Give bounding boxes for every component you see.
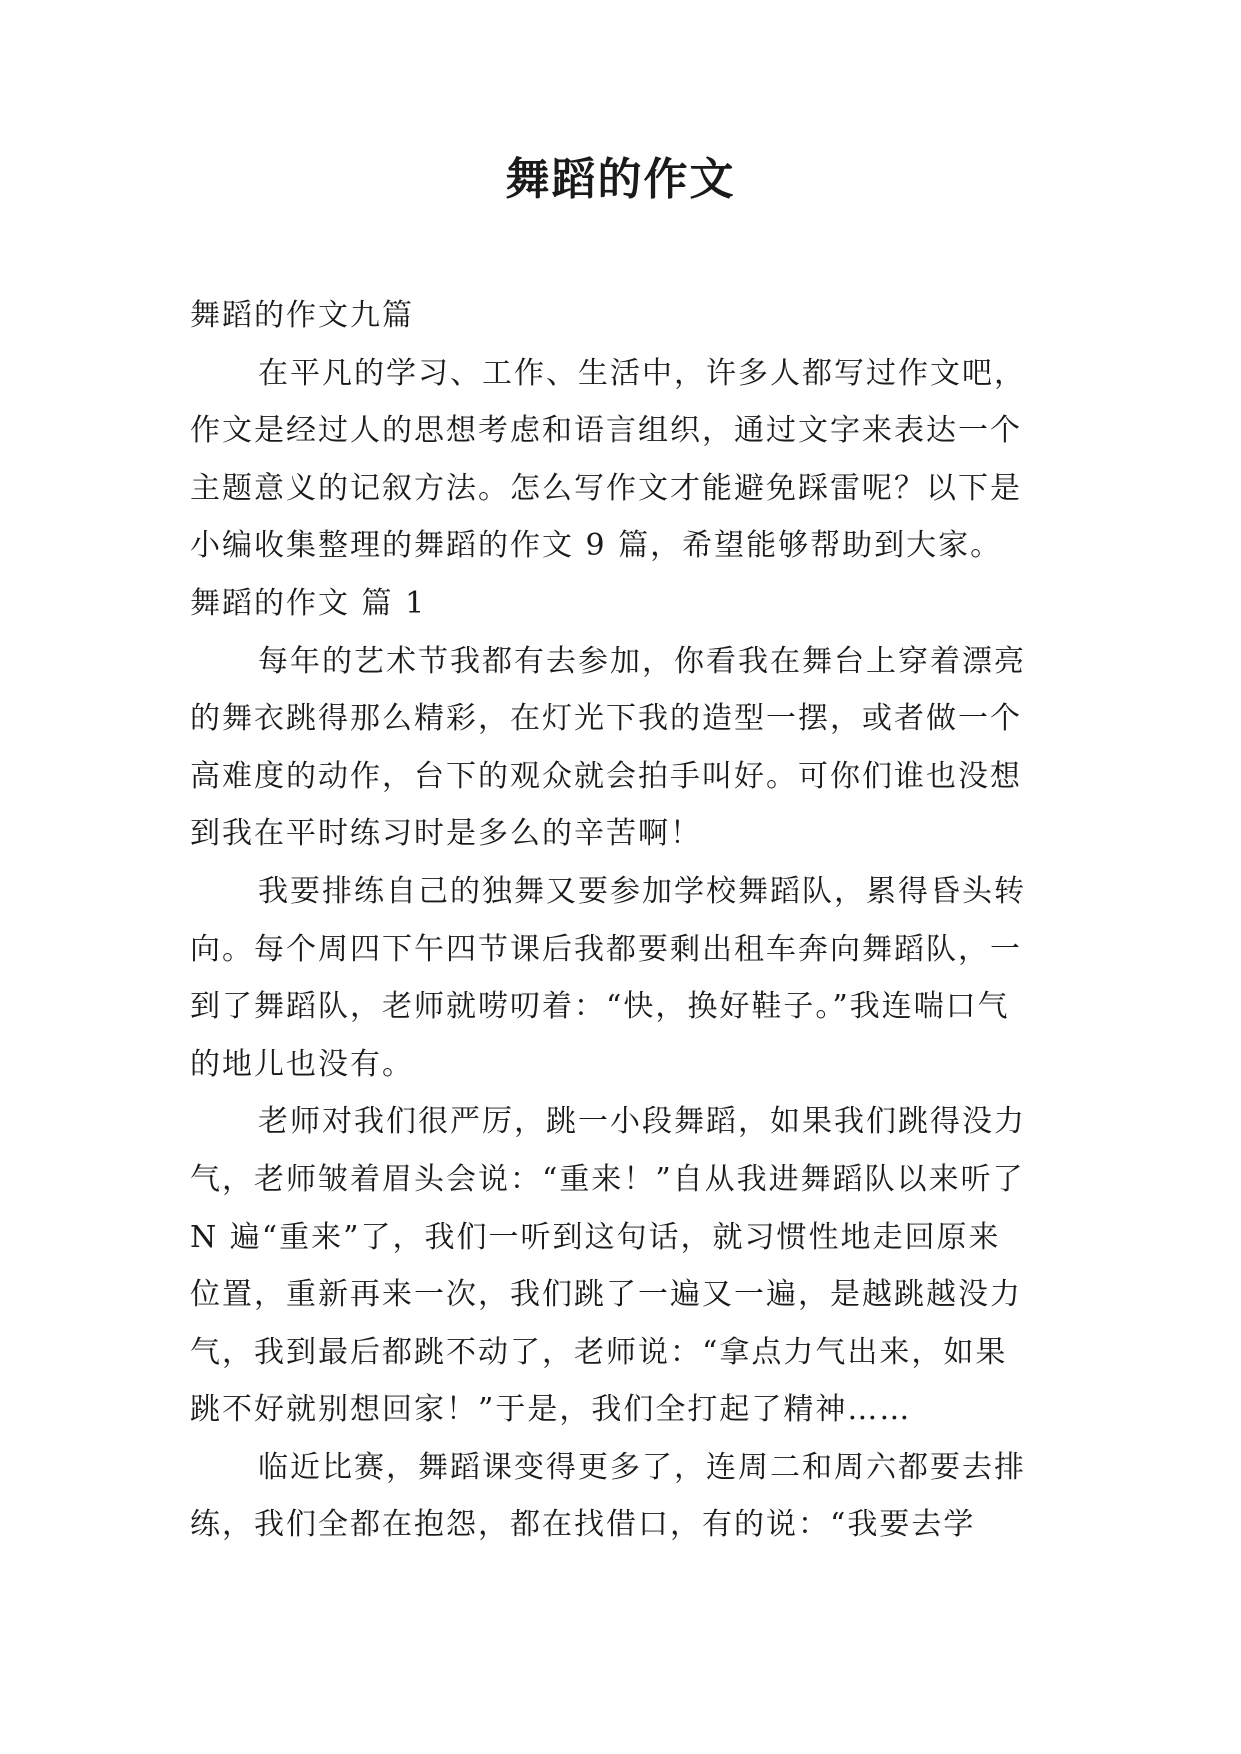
document-body: [190, 287, 1070, 1554]
text-line: 跳不好就别想回家！”于是，我们全打起了精神……: [190, 1392, 912, 1428]
text-line: 主题意义的记叙方法。怎么写作文才能避免踩雷呢？以下是: [190, 470, 1022, 506]
text-line: 小编收集整理的舞蹈的作文 9 篇，希望能够帮助到大家。: [190, 528, 1003, 564]
text-line: 我要排练自己的独舞又要参加学校舞蹈队，累得昏头转: [258, 873, 1026, 909]
document-title: 舞蹈的作文: [505, 154, 736, 205]
text-line: N 遍“重来”了，我们一听到这句话，就习惯性地走回原来: [190, 1219, 1001, 1255]
text-line: 气，老师皱着眉头会说：“重来！”自从我进舞蹈队以来听了: [190, 1161, 1025, 1197]
text-line: 到我在平时练习时是多么的辛苦啊！: [190, 816, 702, 852]
text-line: 位置，重新再来一次，我们跳了一遍又一遍，是越跳越没力: [190, 1277, 1022, 1313]
text-line: 老师对我们很严厉，跳一小段舞蹈，如果我们跳得没力: [258, 1104, 1026, 1140]
section-heading: 舞蹈的作文 篇 1: [190, 585, 427, 621]
text-line: 气，我到最后都跳不动了，老师说：“拿点力气出来，如果: [190, 1334, 1008, 1370]
text-line: 的舞衣跳得那么精彩，在灯光下我的造型一摆，或者做一个: [190, 701, 1022, 737]
text-line: 高难度的动作，台下的观众就会拍手叫好。可你们谁也没想: [190, 758, 1022, 794]
text-line: 作文是经过人的思想考虑和语言组织，通过文字来表达一个: [190, 413, 1022, 449]
text-line: 临近比赛，舞蹈课变得更多了，连周二和周六都要去排: [258, 1449, 1026, 1485]
text-line: 练，我们全都在抱怨，都在找借口，有的说：“我要去学: [190, 1507, 976, 1543]
text-line: 舞蹈的作文九篇: [190, 298, 414, 333]
text-line: 到了舞蹈队，老师就唠叨着：“快，换好鞋子。”我连喘口气: [190, 989, 1010, 1025]
text-line: 每年的艺术节我都有去参加，你看我在舞台上穿着漂亮: [258, 643, 1026, 679]
text-line: 在平凡的学习、工作、生活中，许多人都写过作文吧，: [258, 355, 1026, 391]
text-line: 的地儿也没有。: [190, 1046, 414, 1082]
text-line: 向。每个周四下午四节课后我都要剩出租车奔向舞蹈队，一: [190, 931, 1022, 967]
